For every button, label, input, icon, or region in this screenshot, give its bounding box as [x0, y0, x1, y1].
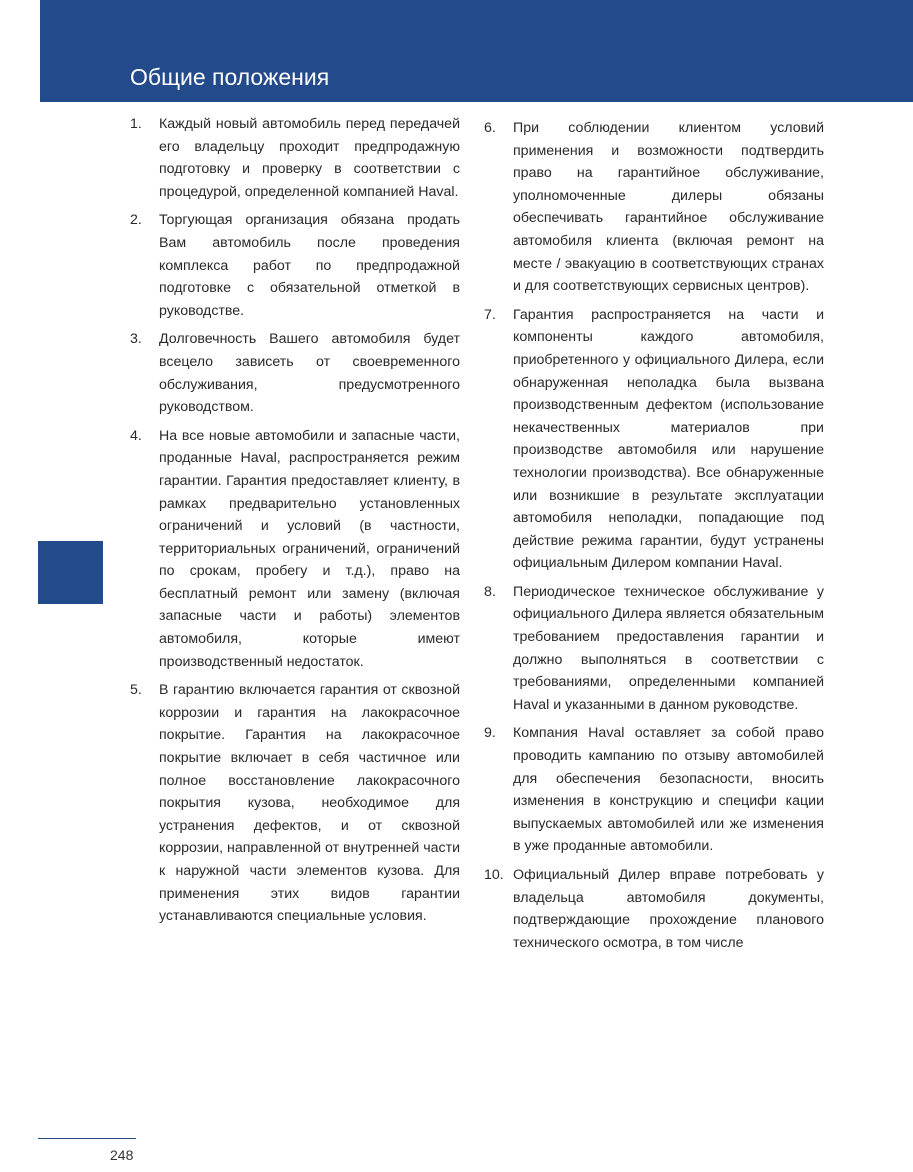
- list-item-number: 3.: [130, 331, 142, 348]
- list-item-text: Официальный Дилер вправе потребовать у владельца автомобиля документы, подтверждающие прохождение планового технического осмотра, в том числе: [513, 867, 824, 951]
- list-item: [484, 304, 824, 575]
- list-item-text: Периодическое техническое обслуживание у официального Дилера является обязательным требованием предоставления гарантии и должно выполняться в соответствии с требованиями, определенными компанией Haval и указанными в данном руководстве.: [513, 583, 824, 713]
- list-item-number: 5.: [130, 682, 142, 699]
- list-item-number: 2.: [130, 212, 142, 229]
- page-header: [40, 0, 913, 102]
- list-item-text: В гарантию включается гарантия от сквозной коррозии и гарантия на лакокрасочное покрытие. Гарантия на лакокрасочное покрытие включает в себя частичное или полное восстановление лакокрасочного покрытия кузова, необходимое для устранения дефектов, и от сквозной коррозии, направленной от внутренней части к наружной части элементов кузова. Для применения этих видов гарантии устанавливаются специальные условия.: [159, 682, 460, 925]
- list-item: [130, 328, 460, 418]
- page-number: 248: [110, 1147, 134, 1163]
- page-title: Общие положения: [130, 64, 330, 90]
- list-item-number: 4.: [130, 427, 142, 444]
- list-item-text: При соблюдении клиентом условий применения и возможности подтвердить право на гарантийное обслуживание, уполномоченные дилеры обязаны обеспечивать гарантийное обслуживание автомобиля клиента (включая ремонт на месте / эвакуацию в соответствующих странах и для соответствующих сервисных центров).: [513, 120, 824, 295]
- list-item-number: 6.: [484, 120, 496, 136]
- list-item-number: 1.: [130, 116, 142, 132]
- footer-divider: [38, 1138, 136, 1139]
- list-item: [484, 117, 824, 298]
- list-item: [130, 113, 460, 203]
- list-item-number: 9.: [484, 725, 496, 742]
- list-item-number: 7.: [484, 306, 496, 323]
- list-item: [130, 209, 460, 322]
- list-item-number: 8.: [484, 583, 496, 600]
- chapter-tab: [38, 541, 103, 604]
- left-column-list: [130, 113, 460, 934]
- list-item: [484, 581, 824, 717]
- list-item: [130, 679, 460, 928]
- list-item-text: Долговечность Вашего автомобиля будет всецело зависеть от своевременного обслуживания, предусмотренного руководством.: [159, 331, 460, 416]
- list-item-text: Гарантия распространяется на части и компоненты каждого автомобиля, приобретенного у официального Дилера, если обнаруженная неполадка была вызвана производственным дефектом (использование некачественных материалов при производстве автомобиля или нарушение технологии производства). Все обнаруженные или возникшие в результате эксплуатации автомобиля неполадки, попадающие под действие режима гарантии, будут устранены официальным Дилером компании Haval.: [513, 306, 824, 572]
- list-item: [484, 864, 824, 954]
- list-item: [130, 425, 460, 674]
- list-item-number: 10.: [484, 867, 504, 883]
- list-item: [484, 722, 824, 858]
- list-item-text: На все новые автомобили и запасные части, проданные Haval, распространяется режим гарантии. Гарантия предоставляет клиенту, в рамках предварительно установленных ограничений и условий (в частности, территориальных ограничений, ограничений по срокам, пробегу и т.д.), право на бесплатный ремонт или замену (включая запасные части и работы) элементов автомобиля, которые имеют производственный недостаток.: [159, 427, 460, 670]
- list-item-text: Каждый новый автомобиль перед передачей его владельцу проходит предпродажную подготовку и проверку в соответствии с процедурой, определенной компанией Haval.: [159, 116, 460, 200]
- right-column-list: [484, 117, 824, 960]
- list-item-text: Компания Haval оставляет за собой право проводить кампанию по отзыву автомобилей для обеспечения безопасности, вносить изменения в конструкцию и специфи кации выпускаемых автомобилей или же изменения в уже проданные автомобили.: [513, 725, 824, 855]
- list-item-text: Торгующая организация обязана продать Вам автомобиль после проведения комплекса работ по предпродажной подготовке с обязательной отметкой в руководстве.: [159, 212, 460, 319]
